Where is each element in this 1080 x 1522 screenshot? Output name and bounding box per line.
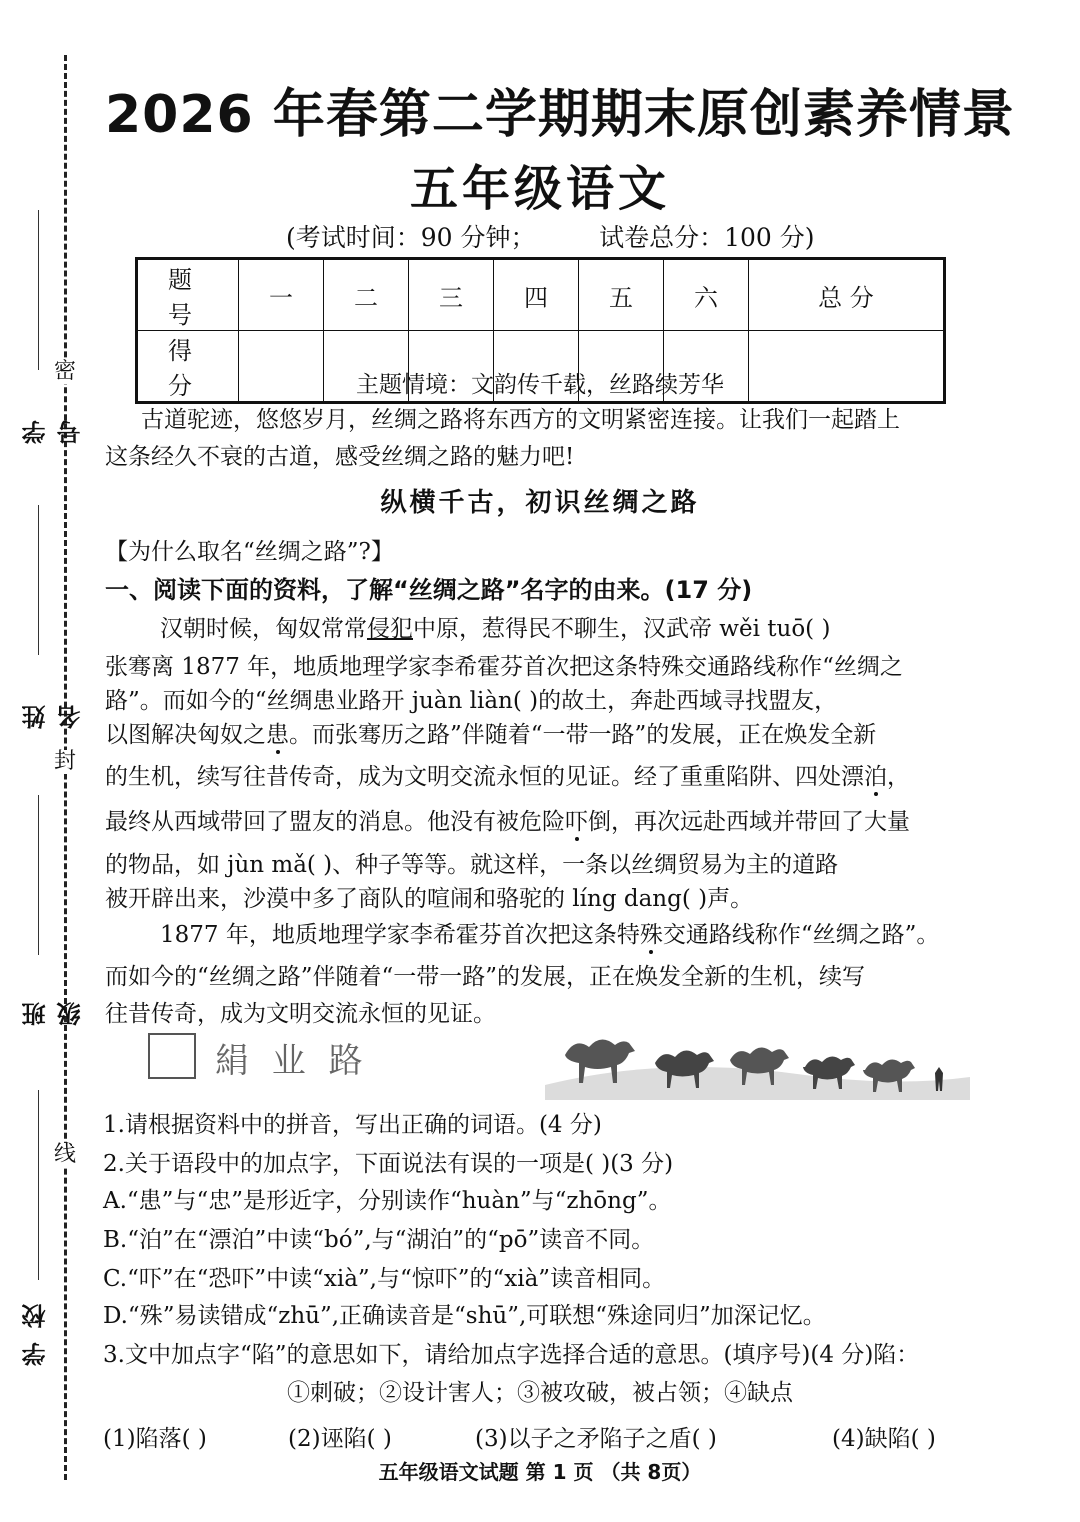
seal-mark-mi: 密 — [54, 359, 77, 384]
passage-line-1 — [160, 610, 830, 643]
dotted-char: 患 — [266, 722, 289, 748]
passage2-line-2: 而如今的“丝绸之路”伴随着“一带一路”的发展，正在焕发全新的生机，续写 — [105, 964, 866, 990]
question-3-item-1: (1)陷落( ) — [103, 1426, 207, 1452]
score-row-label: 得 分 — [137, 331, 239, 403]
camel-caravan-illustration — [545, 1015, 970, 1100]
seal-mark-feng: 封 — [54, 749, 77, 774]
passage-line-6 — [105, 803, 910, 836]
passage-text: 。而张骞历之路”伴随着“一带一路”的发展，正在焕发全新 — [289, 722, 877, 748]
page-footer: 五年级语文试题 第 1 页 （共 8页） — [378, 1460, 702, 1484]
question-1: 1.请根据资料中的拼音，写出正确的词语。(4 分) — [103, 1112, 602, 1138]
school-rule — [38, 1090, 39, 1280]
class-field[interactable] — [18, 795, 85, 1045]
passage-text: 以图解决匈奴之 — [105, 722, 266, 748]
passage-text: 最终从西域带回了盟友的消息。他没有被危险 — [105, 809, 565, 835]
score-table-header-row — [137, 259, 945, 331]
question-2-option-d: D.“殊”易读错成“zhū”,正确读音是“shū”,可联想“殊途同归”加深记忆。 — [103, 1303, 826, 1329]
theme-line: 主题情境：文韵传千载，丝路续芳华 — [356, 372, 724, 398]
intro-line-2: 这条经久不衰的古道，感受丝绸之路的魅力吧! — [105, 444, 575, 470]
question-3-meanings: ①刺破；②设计害人；③被攻破，被占领；④缺点 — [287, 1380, 793, 1406]
class-rule — [38, 795, 39, 955]
passage2-line-1 — [160, 916, 939, 949]
passage2-line-3: 往昔传奇，成为文明交流永恒的见证。 — [105, 1001, 496, 1027]
score-col-6: 六 — [664, 259, 749, 331]
student-name-label: 姓名 — [22, 691, 85, 729]
student-id-rule — [38, 210, 39, 370]
section-title: 纵横千古，初识丝绸之路 — [380, 488, 700, 518]
question-3-item-2: (2)诬陷( ) — [288, 1426, 392, 1452]
student-id-field[interactable] — [18, 210, 85, 460]
seal-box — [148, 1033, 196, 1079]
passage-text: 倒，再次远赴西域并带回了大量 — [588, 809, 910, 835]
question-2: 2.关于语段中的加点字，下面说法有误的一项是( )(3 分) — [103, 1151, 674, 1177]
score-col-5: 五 — [579, 259, 664, 331]
score-col-2: 二 — [324, 259, 409, 331]
score-col-1: 一 — [239, 259, 324, 331]
question1-heading: 一、阅读下面的资料，了解“丝绸之路”名字的由来。(17 分) — [105, 576, 753, 604]
passage-line-3: 路”。而如今的“丝绸患业路开 juàn liàn( )的故土，奔赴西域寻找盟友， — [105, 688, 838, 714]
question-3: 3.文中加点字“陷”的意思如下，请给加点字选择合适的意思。(填序号)(4 分)陷： — [103, 1342, 920, 1368]
passage-line-5 — [105, 758, 910, 791]
underlined-word: 侵犯 — [367, 616, 413, 642]
passage-text: ， — [887, 764, 910, 790]
bracket-heading: 【为什么取名“丝绸之路”?】 — [105, 539, 394, 565]
score-col-label: 题 号 — [137, 259, 239, 331]
question-3-item-4: (4)缺陷( ) — [832, 1426, 936, 1452]
passage-line-7: 的物品，如 jùn mǎ( )、种子等等。就这样，一条以丝绸贸易为主的道路 — [105, 852, 839, 878]
passage-text: 的生机，续写往昔传奇，成为文明交流永恒的见证。经了重重陷阱、四处漂 — [105, 764, 864, 790]
passage-text: 交通路线称作“丝绸之路”。 — [662, 922, 940, 948]
dotted-char: 泊 — [864, 764, 887, 790]
passage-text: 汉朝时候，匈奴常常 — [160, 616, 367, 642]
passage-line-4 — [105, 716, 876, 749]
class-label: 班级 — [22, 988, 85, 1027]
score-col-4: 四 — [494, 259, 579, 331]
seal-mark-xian: 线 — [54, 1142, 77, 1167]
score-col-3: 三 — [409, 259, 494, 331]
question-2-option-b: B.“泊”在“漂泊”中读“bó”,与“湖泊”的“pō”读音不同。 — [103, 1227, 655, 1253]
question-2-option-a: A.“患”与“忠”是形近字，分别读作“huàn”与“zhōng”。 — [103, 1188, 672, 1214]
silk-road-seal-text: 絹 业 路 — [215, 1041, 369, 1081]
dotted-char: 吓 — [565, 809, 588, 835]
student-id-label: 学号 — [22, 406, 85, 444]
passage-text: 1877 年，地质地理学家李希霍芬首次把这条特 — [160, 922, 640, 948]
dotted-char: 殊 — [639, 922, 663, 948]
question-2-option-c: C.“吓”在“恐吓”中读“xià”,与“惊吓”的“xià”读音相同。 — [103, 1266, 666, 1292]
exam-subtitle: 五年级语文 — [409, 161, 670, 217]
score-col-total: 总 分 — [749, 259, 945, 331]
passage-line-8: 被开辟出来，沙漠中多了商队的喧闹和骆驼的 líng dang( )声。 — [105, 886, 754, 912]
student-name-rule — [38, 505, 39, 655]
passage-text: 中原，惹得民不聊生，汉武帝 wěi tuō( ) — [413, 616, 831, 642]
question-3-item-3: (3)以子之矛陷子之盾( ) — [475, 1426, 717, 1452]
school-label: 学校 — [22, 1290, 50, 1366]
school-field[interactable] — [18, 1090, 58, 1370]
exam-title: 2026 年春第二学期期末原创素养情景 — [105, 85, 1015, 145]
passage-line-2: 张骞离 1877 年，地质地理学家李希霍芬首次把这条特殊交通路线称作“丝绸之 — [105, 654, 903, 680]
intro-line-1: 古道驼迹，悠悠岁月，丝绸之路将东西方的文明紧密连接。让我们一起踏上 — [141, 407, 900, 433]
exam-info: (考试时间：90 分钟； 试卷总分：100 分) — [286, 223, 815, 252]
student-name-field[interactable] — [18, 505, 85, 745]
